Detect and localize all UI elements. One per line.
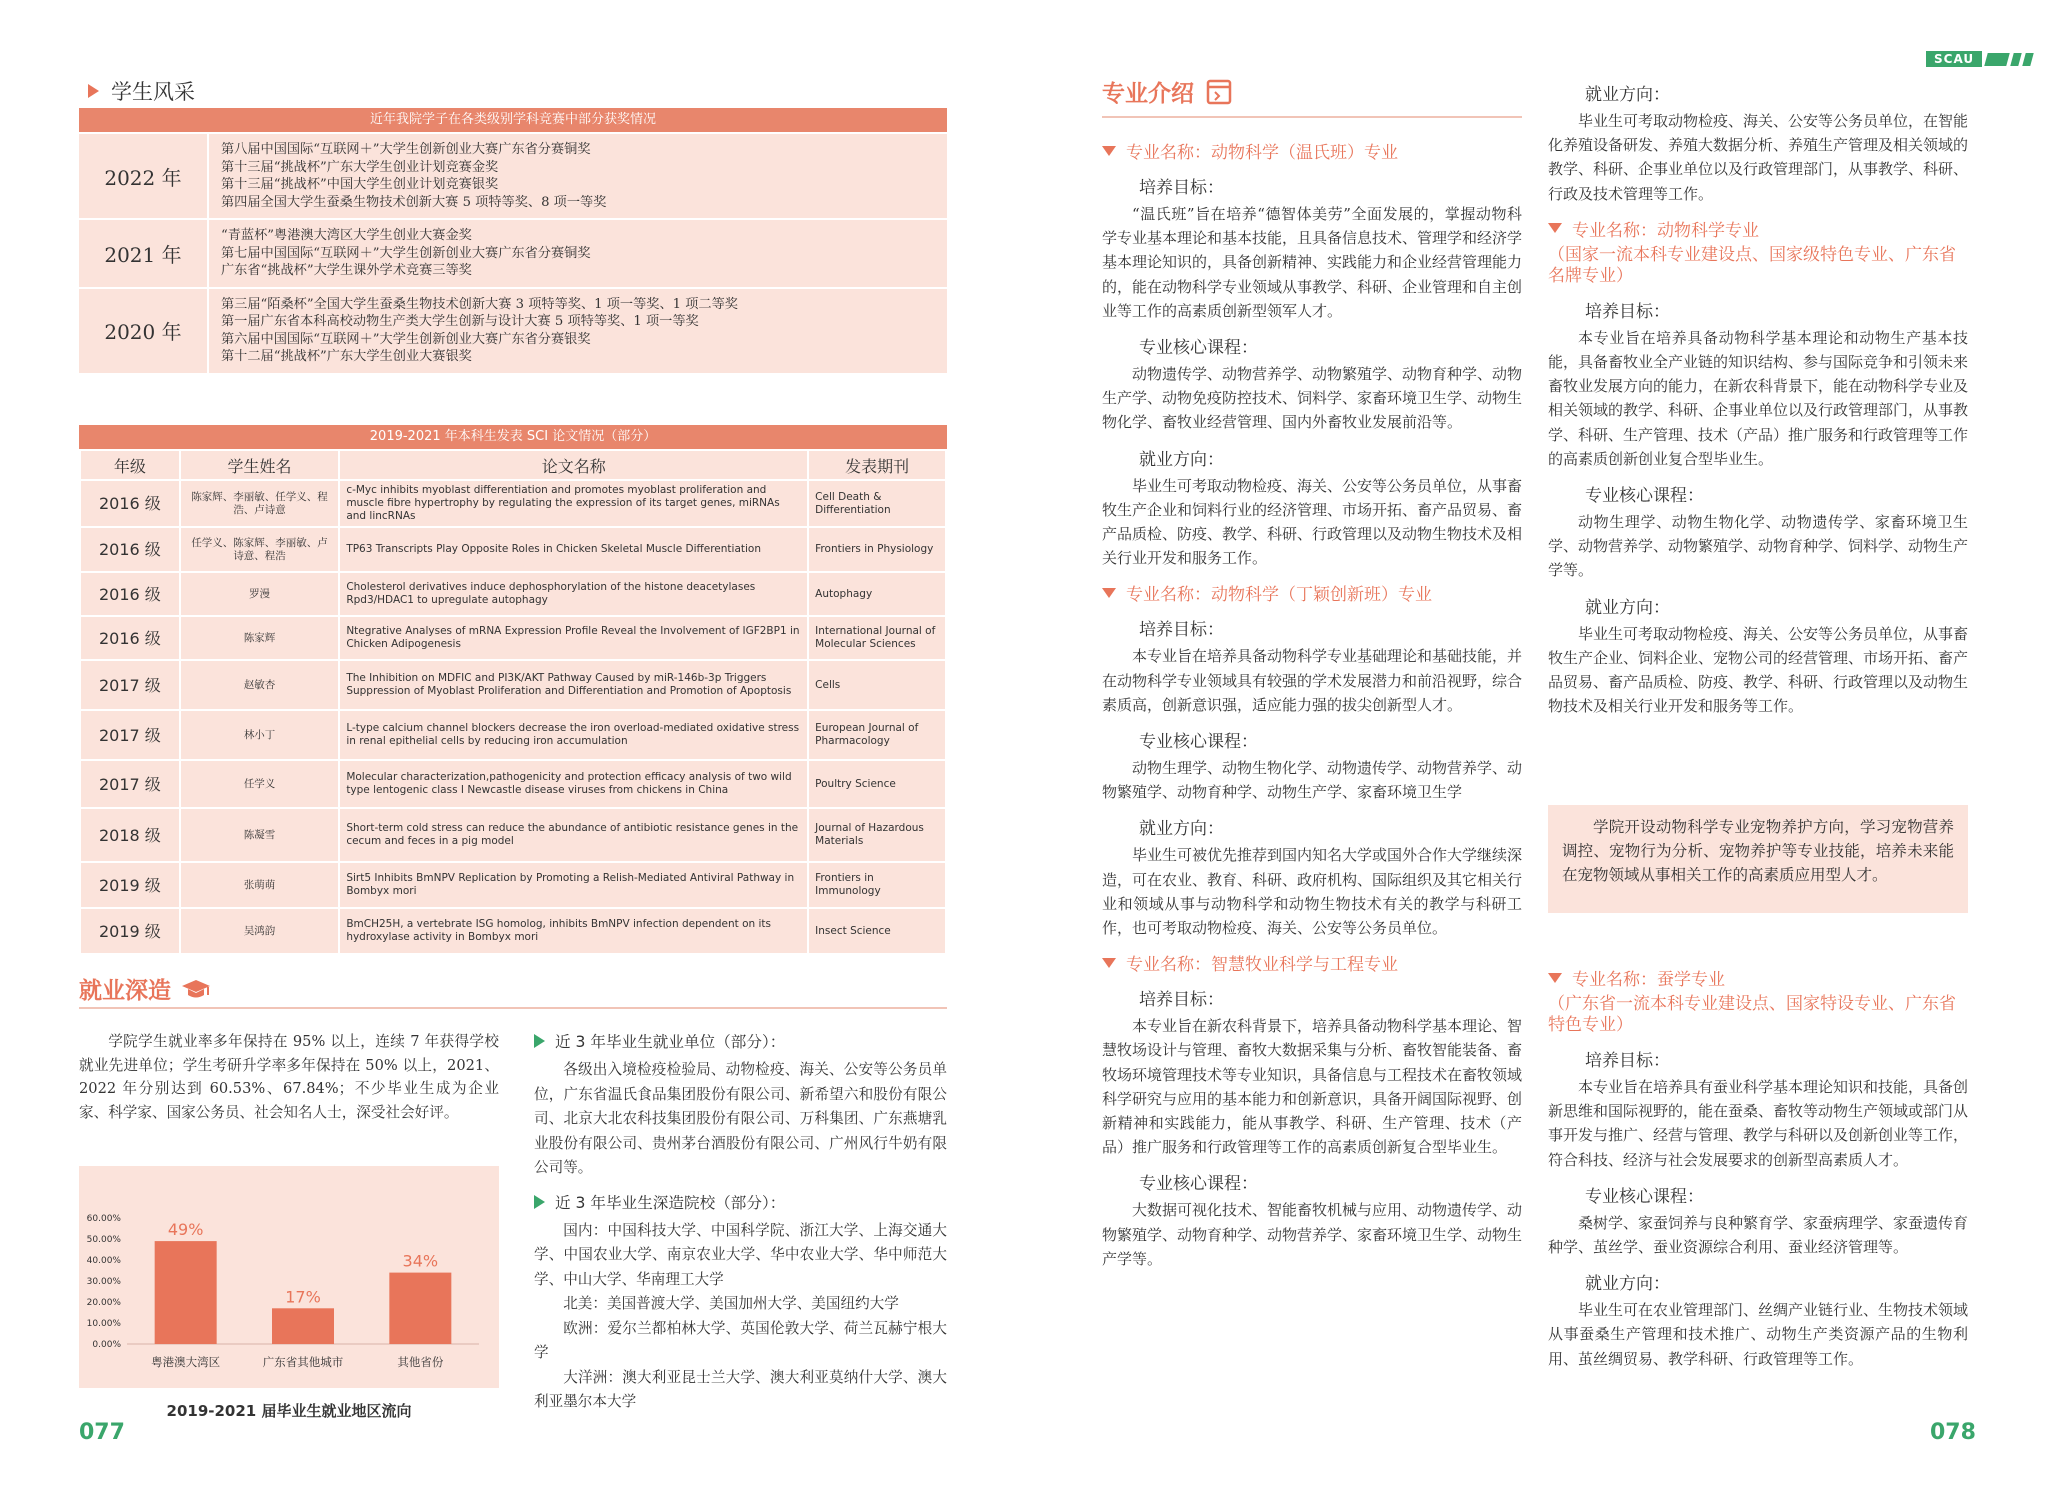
major-section-heading: 专业核心课程： (1585, 486, 1704, 507)
sci-grade: 2017 级 (80, 660, 180, 710)
major-name-text: 专业名称：动物科学（温氏班）专业 (1126, 143, 1398, 163)
sci-row (80, 710, 946, 760)
majors-column-2 (1548, 80, 1968, 718)
major-section-text: 毕业生可在农业管理部门、丝绸产业链行业、生物技术领域从事蚕桑生产管理和技术推广、动物生产类资源产品的生物利用、茧丝绸贸易、教学科研、行政管理等工作。 (1548, 1301, 1969, 1368)
major-section-heading: 培养目标： (1585, 301, 1670, 322)
award-item: 第六届中国国际“互联网＋”大学生创新创业大赛广东省分赛银奖 (221, 331, 591, 347)
sci-paper-title: BmCH25H, a vertebrate ISG homolog, inhibits BmNPV infection dependent on its hydroxylase activity in Bombyx mori (339, 908, 808, 954)
major-block (1548, 965, 1968, 1371)
sci-student-names: 吴鸿韵 (180, 908, 340, 954)
brand-stripe (2022, 53, 2033, 66)
school-group: 欧洲：爱尔兰都柏林大学、英国伦敦大学、荷兰瓦赫宁根大学 (534, 1319, 947, 1361)
major-name (1102, 580, 1522, 605)
sci-row (80, 808, 946, 862)
y-tick-label: 20.00% (86, 1298, 121, 1308)
sci-student-names: 任学义 (180, 760, 340, 808)
school-group: 北美：美国普渡大学、美国加州大学、美国纽约大学 (563, 1295, 899, 1312)
major-tags: （广东省一流本科专业建设点、国家特设专业、广东省特色专业） (1548, 994, 1956, 1035)
sci-row (80, 527, 946, 572)
major-section-heading: 就业方向： (1139, 449, 1224, 470)
sci-row (80, 862, 946, 908)
award-item: 广东省“挑战杯”大学生课外学术竞赛三等奖 (221, 263, 472, 278)
sci-paper-title: c-Myc inhibits myoblast differentiation and promotes myoblast proliferation and muscle fibre hypertrophy by regulating the expression of its target genes, miRNAs and lincRNAs (339, 480, 808, 527)
sci-grade: 2019 级 (80, 862, 180, 908)
brand-stripe (1984, 53, 2009, 66)
award-item: 第十二届“挑战杯”广东大学生创业大赛银奖 (221, 349, 472, 364)
sci-grade: 2016 级 (80, 616, 180, 660)
sci-column-header: 论文名称 (339, 450, 808, 480)
triangle-down-icon (1548, 223, 1562, 233)
sci-paper-title: TP63 Transcripts Play Opposite Roles in Chicken Skeletal Muscle Differentiation (339, 527, 808, 572)
career-text: 毕业生可考取动物检疫、海关、公安等公务员单位，在智能化养殖设备研发、养殖大数据分析、养殖生产管理及相关领域的教学、科研、企事业单位以及行政管理部门，从事教学、科研、行政及技术管理等工作。 (1548, 112, 1969, 203)
major-section-text: 毕业生可考取动物检疫、海关、公安等公务员单位，从事畜牧生产企业和饲料行业的经济管理、市场开拓、畜产品贸易、畜产品质检、防疫、教学、科研、行政管理以及动物生物技术及相关行业开发和服务工作。 (1102, 476, 1523, 568)
page-number-right: 078 (1930, 1420, 1976, 1445)
major-section-text: 动物生理学、动物生物化学、动物遗传学、动物营养学、动物繁殖学、动物育种学、动物生产学、家畜环境卫生学 (1102, 759, 1523, 802)
employment-divider (79, 1007, 947, 1009)
award-item: 第四届全国大学生蚕桑生物技术创新大赛 5 项特等奖、8 项一等奖 (221, 194, 607, 210)
sci-paper-title: Ntegrative Analyses of mRNA Expression Profile Reveal the Involvement of IGF2BP1 in Chicken Adipogenesis (339, 616, 808, 660)
major-section-heading: 培养目标： (1585, 1051, 1670, 1071)
major-section-heading: 专业核心课程： (1585, 1186, 1704, 1207)
award-row (79, 218, 947, 287)
award-year: 2020 年 (79, 289, 209, 373)
units-heading (534, 1030, 947, 1052)
major-name-text: 专业名称：蚕学专业 (1572, 970, 1725, 990)
major-section-heading: 就业方向： (1585, 597, 1670, 618)
major-section-heading: 培养目标： (1139, 620, 1224, 641)
category-label: 其他省份 (397, 1355, 444, 1369)
sci-student-names: 陈家辉、李丽敏、任学义、程浩、卢诗意 (180, 480, 340, 527)
sci-row (80, 480, 946, 527)
sci-paper-title: Cholesterol derivatives induce dephosphorylation of the histone deacetylases Rpd3/HDAC1 to upregulate autophagy (339, 572, 808, 616)
schools-heading (534, 1191, 947, 1213)
triangle-bullet-icon (534, 1195, 545, 1209)
sci-paper-title: The Inhibition on MDFIC and PI3K/AKT Pathway Caused by miR-146b-3p Triggers Suppression of Myoblast Proliferation and Differentiation and Promotion of Apoptosis (339, 660, 808, 710)
triangle-bullet-icon (88, 84, 99, 98)
major-tags: （国家一流本科专业建设点、国家级特色专业、广东省名牌专业） (1548, 244, 1956, 286)
brand-stripe (2010, 53, 2021, 66)
major-block (1102, 950, 1522, 1271)
browser-window-icon (1206, 79, 1232, 105)
major-section-text: 大数据可视化技术、智能畜牧机械与应用、动物遗传学、动物繁殖学、动物育种学、动物营养学、家畜环境卫生学、动物生产学等。 (1102, 1201, 1523, 1268)
award-row (79, 287, 947, 373)
graduation-cap-icon (181, 978, 211, 1000)
units-heading-text: 近 3 年毕业生就业单位（部分）： (555, 1033, 786, 1051)
sci-row (80, 572, 946, 616)
major-block (1548, 216, 1968, 719)
page-number-left: 077 (79, 1420, 125, 1445)
award-item: 第八届中国国际“互联网＋”大学生创新创业大赛广东省分赛铜奖 (221, 142, 591, 157)
sci-grade: 2017 级 (80, 710, 180, 760)
sci-grade: 2016 级 (80, 480, 180, 527)
major-section-text: 桑树学、家蚕饲养与良种繁育学、家蚕病理学、家蚕遗传育种学、茧丝学、蚕业资源综合利用、蚕业经济管理等。 (1548, 1213, 1969, 1257)
sci-journal: Cell Death & Differentiation (808, 480, 946, 527)
sci-row (80, 616, 946, 660)
employment-details (534, 1030, 947, 1415)
sci-student-names: 罗漫 (180, 572, 340, 616)
y-tick-label: 0.00% (92, 1340, 121, 1350)
triangle-down-icon (1102, 146, 1116, 156)
major-section-heading: 就业方向： (1139, 819, 1224, 840)
schools-heading-text: 近 3 年毕业生深造院校（部分）： (555, 1193, 786, 1212)
y-tick-label: 60.00% (86, 1214, 121, 1224)
award-row (79, 132, 947, 218)
sci-papers-table (79, 449, 947, 955)
bar-data-label: 17% (285, 1287, 321, 1307)
sci-paper-title: Short-term cold stress can reduce the abundance of antibiotic resistance genes in the cecum and feces in a pig model (339, 808, 808, 862)
brand-label: SCAU (1926, 51, 1982, 67)
bar (389, 1273, 451, 1344)
major-name (1548, 965, 1968, 990)
major-section-text: 毕业生可被优先推荐到国内知名大学或国外合作大学继续深造，可在农业、教育、科研、政府机构、国际组织及其它相关行业和领域从事与动物科学和动物生物技术有关的教学与科研工作，也可考取动物检疫、海关、公安等公务员单位。 (1102, 846, 1523, 938)
sci-grade: 2017 级 (80, 760, 180, 808)
sci-student-names: 任学义、陈家辉、李丽敏、卢诗意、程浩 (180, 527, 340, 572)
category-label: 广东省其他城市 (262, 1355, 344, 1369)
major-section-text: 毕业生可考取动物检疫、海关、公安等公务员单位，从事畜牧生产企业、饲料企业、宠物公司的经营管理、市场开拓、畜产品贸易、畜产品质检、防疫、教学、科研、行政管理以及动物生物技术及相关行业开发和服务等工作。 (1548, 624, 1969, 716)
sci-journal: European Journal of Pharmacology (808, 710, 946, 760)
triangle-bullet-icon (534, 1034, 545, 1048)
major-section-text: 本专业旨在培养具备动物科学专业基础理论和基础技能，并在动物科学专业领域具有较强的学术发展潜力和前沿视野，综合素质高，创新意识强，适应能力强的拔尖创新型人才。 (1102, 647, 1523, 714)
award-item: 第一届广东省本科高校动物生产类大学生创新与设计大赛 5 项特等奖、1 项一等奖 (221, 314, 699, 329)
major-divider (1102, 116, 1522, 118)
sci-journal: Cells (808, 660, 946, 710)
triangle-down-icon (1548, 973, 1562, 983)
sci-student-names: 陈凝雪 (180, 808, 340, 862)
sci-journal: Frontiers in Immunology (808, 862, 946, 908)
school-group: 国内：中国科技大学、中国科学院、浙江大学、上海交通大学、中国农业大学、南京农业大学、华中农业大学、华中师范大学、中山大学、华南理工大学 (534, 1221, 947, 1288)
sci-journal: Autophagy (808, 572, 946, 616)
y-tick-label: 50.00% (86, 1235, 121, 1245)
brand-mark (1926, 51, 2032, 67)
sci-journal: Poultry Science (808, 760, 946, 808)
awards-table (79, 108, 947, 373)
major-section-text: “温氏班”旨在培养“德智体美劳”全面发展的，掌握动物科学专业基本理论和基本技能，且具备信息技术、管理学和经济学基本理论知识的，具备创新精神、实践能力和企业经营管理能力的，能在动物科学专业领域从事教学、科研、企业管理和自主创业等工作的高素质创新型领军人才。 (1102, 205, 1523, 320)
sci-grade: 2016 级 (80, 572, 180, 616)
pet-care-callout: 学院开设动物科学专业宠物养护方向，学习宠物营养调控、宠物行为分析、宠物养护等专业技能，培养未来能在宠物领域从事相关工作的高素质应用型人才。 (1548, 805, 1968, 913)
sci-column-header: 学生姓名 (180, 450, 340, 480)
y-tick-label: 10.00% (86, 1319, 121, 1329)
major-block (1102, 138, 1522, 570)
majors-column-1 (1102, 128, 1522, 1271)
sci-grade: 2016 级 (80, 527, 180, 572)
employment-chart (79, 1166, 499, 1388)
major-name (1548, 216, 1968, 241)
sci-paper-title: Molecular characterization,pathogenicity and protection efficacy analysis of two wild type lentogenic class I Newcastle disease viruses from chickens in China (339, 760, 808, 808)
major-section-text: 本专业旨在新农科背景下，培养具备动物科学基本理论、智慧牧场设计与管理、畜牧大数据采集与分析、畜牧智能装备、畜牧场环境管理技术等专业知识，具备信息与工程技术在畜牧领域科学研究与应用的基本能力和创新意识，具备开阔国际视野、创新精神和实践能力，能从事教学、科研、生产管理、技术（产品）推广服务和行政管理等工作的高素质创新复合型毕业生。 (1102, 1017, 1523, 1157)
sci-grade: 2018 级 (80, 808, 180, 862)
award-items (209, 134, 606, 218)
award-item: 第十三届“挑战杯”中国大学生创业计划竞赛银奖 (221, 177, 499, 192)
major-section-text: 本专业旨在培养具备动物科学基本理论和动物生产基本技能，具备畜牧业全产业链的知识结构、参与国际竞争和引领未来畜牧业发展方向的能力，在新农科背景下，能在动物科学专业及相关领域的教学、科研、企事业单位以及行政管理部门，从事教学、科研、生产管理、技术（产品）推广服务和行政管理等工作的高素质创新创业复合型毕业生。 (1548, 328, 1969, 468)
sci-row (80, 908, 946, 954)
award-item: 第三届“陌桑杯”全国大学生蚕桑生物技术创新大赛 3 项特等奖、1 项一等奖、1 项二等奖 (221, 296, 738, 312)
bar (272, 1308, 334, 1344)
major-intro-title (1102, 75, 1232, 108)
triangle-down-icon (1102, 958, 1116, 968)
sci-student-names: 陈家辉 (180, 616, 340, 660)
award-year: 2021 年 (79, 220, 209, 287)
major-name-text: 专业名称：动物科学专业 (1572, 220, 1759, 241)
employment-paragraph: 学院学生就业率多年保持在 95% 以上，连续 7 年获得学校就业先进单位；学生考研升学率多年保持在 50% 以上，2021、2022 年分别达到 60.53%、67.84%；不少毕业生成为企业家、科学家、国家公务员、社会知名人士，深受社会好评。 (79, 1033, 499, 1121)
major-name (1102, 138, 1522, 163)
y-tick-label: 30.00% (86, 1277, 121, 1287)
sci-student-names: 林小丁 (180, 710, 340, 760)
bar-data-label: 49% (167, 1220, 204, 1240)
bar-data-label: 34% (402, 1251, 439, 1271)
major-section-heading: 专业核心课程： (1139, 338, 1258, 359)
major-section-text: 动物遗传学、动物营养学、动物繁殖学、动物育种学、动物生产学、动物免疫防控技术、饲料学、家畜环境卫生学、动物生物化学、畜牧业经营管理、国内外畜牧业发展前沿等。 (1102, 365, 1523, 432)
major-section-heading: 专业核心课程： (1139, 1174, 1258, 1195)
sci-student-names: 赵敏杏 (180, 660, 340, 710)
sci-row (80, 660, 946, 710)
major-section-heading: 培养目标： (1139, 990, 1224, 1011)
major-section-heading: 培养目标： (1139, 178, 1224, 198)
major-intro-title-text: 专业介绍 (1102, 81, 1194, 107)
majors-column-2-lower (1548, 955, 1968, 1371)
major-section-text: 动物生理学、动物生物化学、动物遗传学、家畜环境卫生学、动物营养学、动物繁殖学、动物育种学、饲料学、动物生产学等。 (1548, 513, 1969, 580)
major-section-heading: 专业核心课程： (1139, 732, 1258, 753)
sci-journal: International Journal of Molecular Sciences (808, 616, 946, 660)
units-text: 各级出入境检疫检验局、动物检疫、海关、公安等公务员单位，广东省温氏食品集团股份有限公司、新希望六和股份有限公司、北京大北农科技集团股份有限公司、万科集团、广东燕塘乳业股份有限公司、贵州茅台酒股份有限公司、广州风行牛奶有限公司等。 (534, 1061, 947, 1176)
triangle-down-icon (1102, 588, 1116, 598)
sci-journal: Insect Science (808, 908, 946, 954)
sci-header: 2019-2021 年本科生发表 SCI 论文情况（部分） (79, 425, 947, 449)
chart-caption: 2019-2021 届毕业生就业地区流向 (166, 1402, 412, 1420)
section-title-students (88, 76, 195, 106)
employment-title-text: 就业深造 (79, 978, 171, 1004)
award-year: 2022 年 (79, 134, 209, 218)
award-items (209, 289, 738, 373)
sci-paper-title: Sirt5 Inhibits BmNPV Replication by Promoting a Relish-Mediated Antiviral Pathway in Bombyx mori (339, 862, 808, 908)
award-item: “青蓝杯”粤港澳大湾区大学生创业大赛金奖 (221, 228, 472, 243)
sci-journal: Frontiers in Physiology (808, 527, 946, 572)
sci-table (79, 425, 947, 955)
major-name-text: 专业名称：智慧牧业科学与工程专业 (1126, 955, 1398, 976)
sci-column-header: 年级 (80, 450, 180, 480)
sci-journal: Journal of Hazardous Materials (808, 808, 946, 862)
major-block (1102, 580, 1522, 940)
school-group: 大洋洲：澳大利亚昆士兰大学、澳大利亚莫纳什大学、澳大利亚墨尔本大学 (534, 1368, 947, 1410)
major-name-text: 专业名称：动物科学（丁颖创新班）专业 (1126, 585, 1432, 606)
sci-row (80, 760, 946, 808)
major-section-heading: 就业方向： (1585, 1274, 1670, 1295)
award-items (209, 220, 591, 287)
y-tick-label: 40.00% (86, 1256, 121, 1266)
employment-title (79, 972, 211, 1005)
section-title-text: 学生风采 (111, 80, 195, 104)
award-item: 第十三届“挑战杯”广东大学生创业计划竞赛金奖 (221, 159, 499, 175)
sci-paper-title: L-type calcium channel blockers decrease the iron overload-mediated oxidative stress in renal epithelial cells by reducing iron accumulation (339, 710, 808, 760)
employment-bar-chart (79, 1166, 499, 1388)
major-section-text: 本专业旨在培养具有蚕业科学基本理论知识和技能，具备创新思维和国际视野的，能在蚕桑、畜牧等动物生产领域或部门从事开发与推广、经营与管理、教学与科研以及创新创业等工作，符合科技、经济与社会发展要求的创新型高素质人才。 (1548, 1078, 1969, 1169)
award-item: 第七届中国国际“互联网＋”大学生创新创业大赛广东省分赛铜奖 (221, 245, 591, 261)
bar (155, 1241, 217, 1344)
category-label: 粤港澳大湾区 (151, 1355, 221, 1369)
awards-header: 近年我院学子在各类级别学科竞赛中部分获奖情况 (79, 108, 947, 132)
sci-student-names: 张萌萌 (180, 862, 340, 908)
career-heading: 就业方向： (1585, 85, 1670, 105)
sci-column-header: 发表期刊 (808, 450, 946, 480)
sci-grade: 2019 级 (80, 908, 180, 954)
major-name (1102, 950, 1522, 975)
